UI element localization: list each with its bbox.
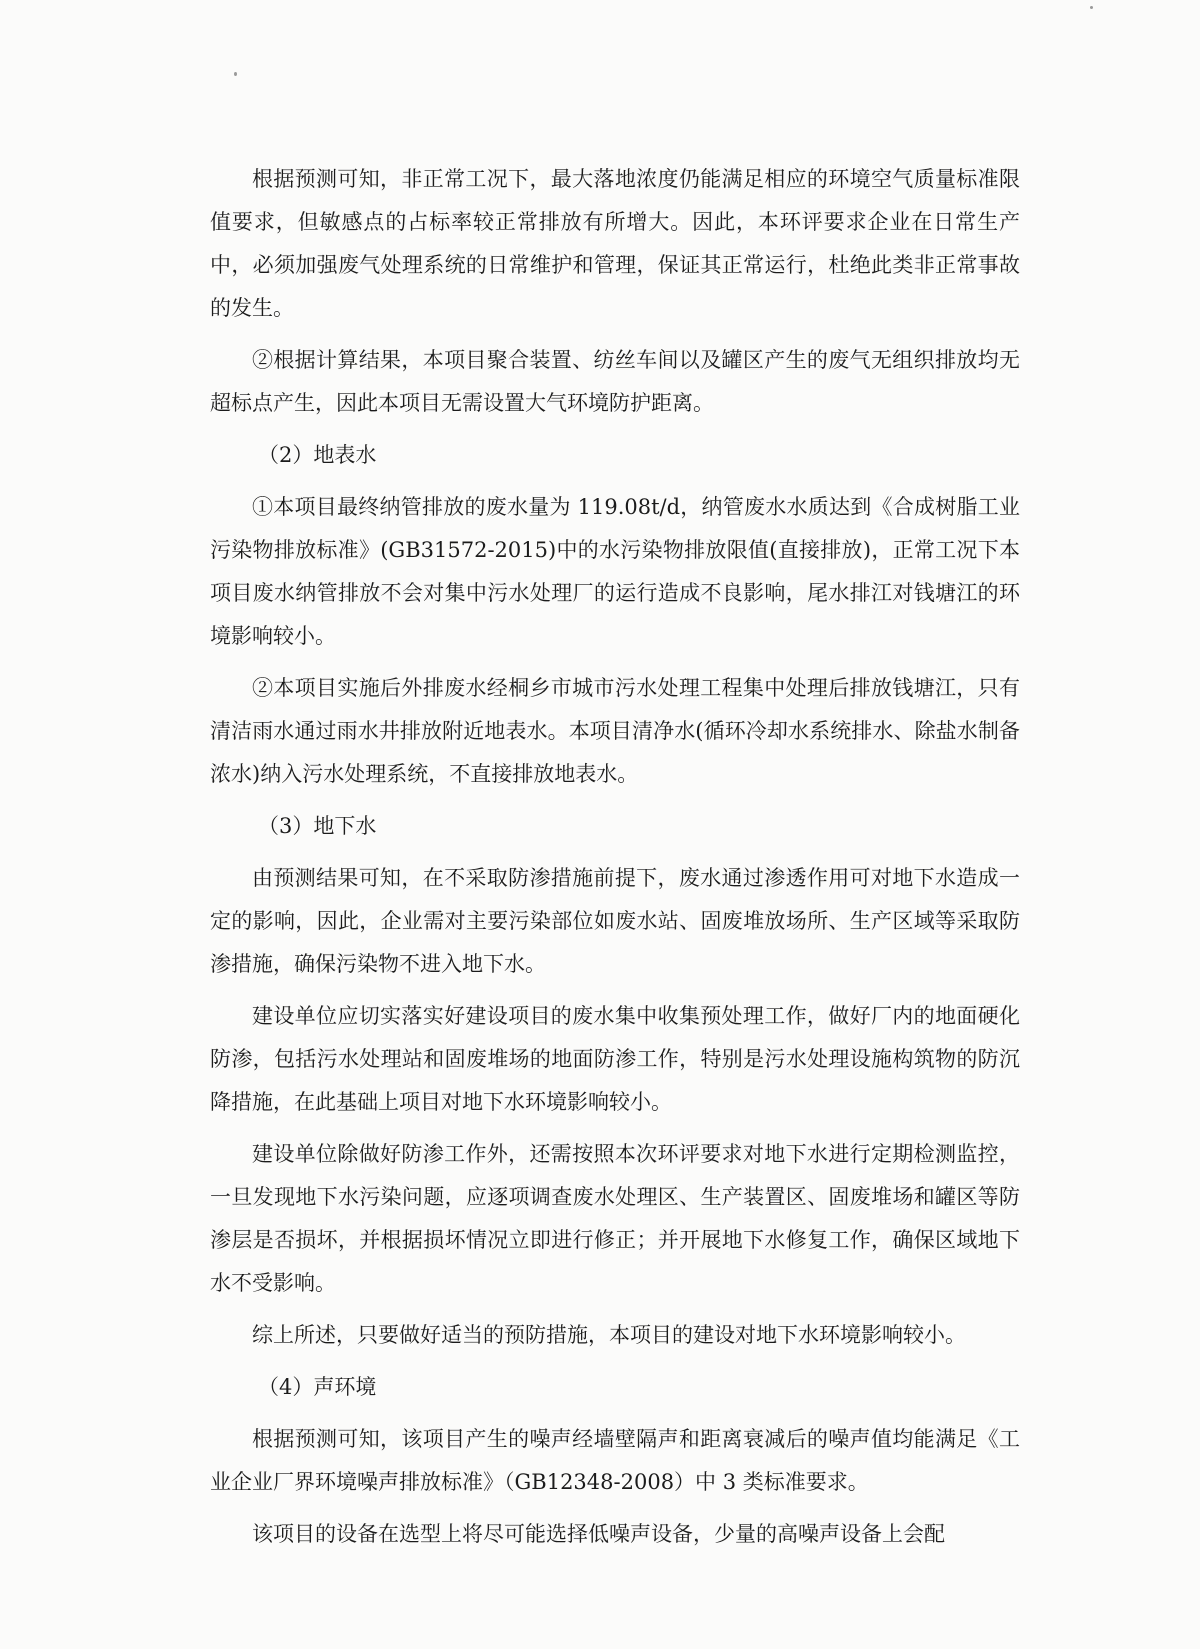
- paragraph-groundwater-monitoring: 建设单位除做好防渗工作外，还需按照本次环评要求对地下水进行定期检测监控，一旦发现地下水污染问题，应逐项调查废水处理区、生产装置区、固废堆场和罐区等防渗层是否损坏，并根据损坏情况立即进行修正；并开展地下水修复工作，确保区域地下水不受影响。: [210, 1142, 1020, 1295]
- paragraph-equipment-selection: 该项目的设备在选型上将尽可能选择低噪声设备，少量的高噪声设备上会配: [252, 1522, 945, 1546]
- paragraph-groundwater-summary: 综上所述，只要做好适当的预防措施，本项目的建设对地下水环境影响较小。: [252, 1323, 966, 1347]
- paragraph-seepage-prevention: 建设单位应切实落实好建设项目的废水集中收集预处理工作，做好厂内的地面硬化防渗，包括污水处理站和固废堆场的地面防渗工作，特别是污水处理设施构筑物的防沉降措施，在此基础上项目对地下水环境影响较小。: [210, 1004, 1020, 1114]
- paragraph-wastewater-discharge: ①本项目最终纳管排放的废水量为 119.08t/d，纳管废水水质达到《合成树脂工业污染物排放标准》(GB31572-2015)中的水污染物排放限值(直接排放)，正常工况下本项目废水纳管排放不会对集中污水处理厂的运行造成不良影响，尾水排江对钱塘江的环境影响较小。: [210, 495, 1020, 648]
- document-body: [210, 158, 1020, 1565]
- section-heading-acoustic: （4）声环境: [258, 1375, 377, 1399]
- paragraph-air-protection-distance: ②根据计算结果，本项目聚合装置、纺丝车间以及罐区产生的废气无组织排放均无超标点产生，因此本项目无需设置大气环境防护距离。: [210, 348, 1020, 415]
- paragraph-noise-prediction: 根据预测可知，该项目产生的噪声经墙壁隔声和距离衰减后的噪声值均能满足《工业企业厂界环境噪声排放标准》（GB12348-2008）中 3 类标准要求。: [210, 1427, 1020, 1494]
- section-heading-surface-water: （2）地表水: [258, 443, 377, 467]
- paragraph-groundwater-prediction: 由预测结果可知，在不采取防渗措施前提下，废水通过渗透作用可对地下水造成一定的影响，因此，企业需对主要污染部位如废水站、固废堆放场所、生产区域等采取防渗措施，确保污染物不进入地下水。: [210, 866, 1020, 976]
- paragraph-rainwater: ②本项目实施后外排废水经桐乡市城市污水处理工程集中处理后排放钱塘江，只有清洁雨水通过雨水井排放附近地表水。本项目清净水(循环冷却水系统排水、除盐水制备浓水)纳入污水处理系统，不直接排放地表水。: [210, 676, 1020, 786]
- section-heading-groundwater: （3）地下水: [258, 814, 377, 838]
- scan-speck: [1090, 6, 1093, 9]
- scan-speck: [234, 72, 237, 76]
- paragraph-abnormal-conditions: 根据预测可知，非正常工况下，最大落地浓度仍能满足相应的环境空气质量标准限值要求，但敏感点的占标率较正常排放有所增大。因此，本环评要求企业在日常生产中，必须加强废气处理系统的日常维护和管理，保证其正常运行，杜绝此类非正常事故的发生。: [210, 167, 1020, 320]
